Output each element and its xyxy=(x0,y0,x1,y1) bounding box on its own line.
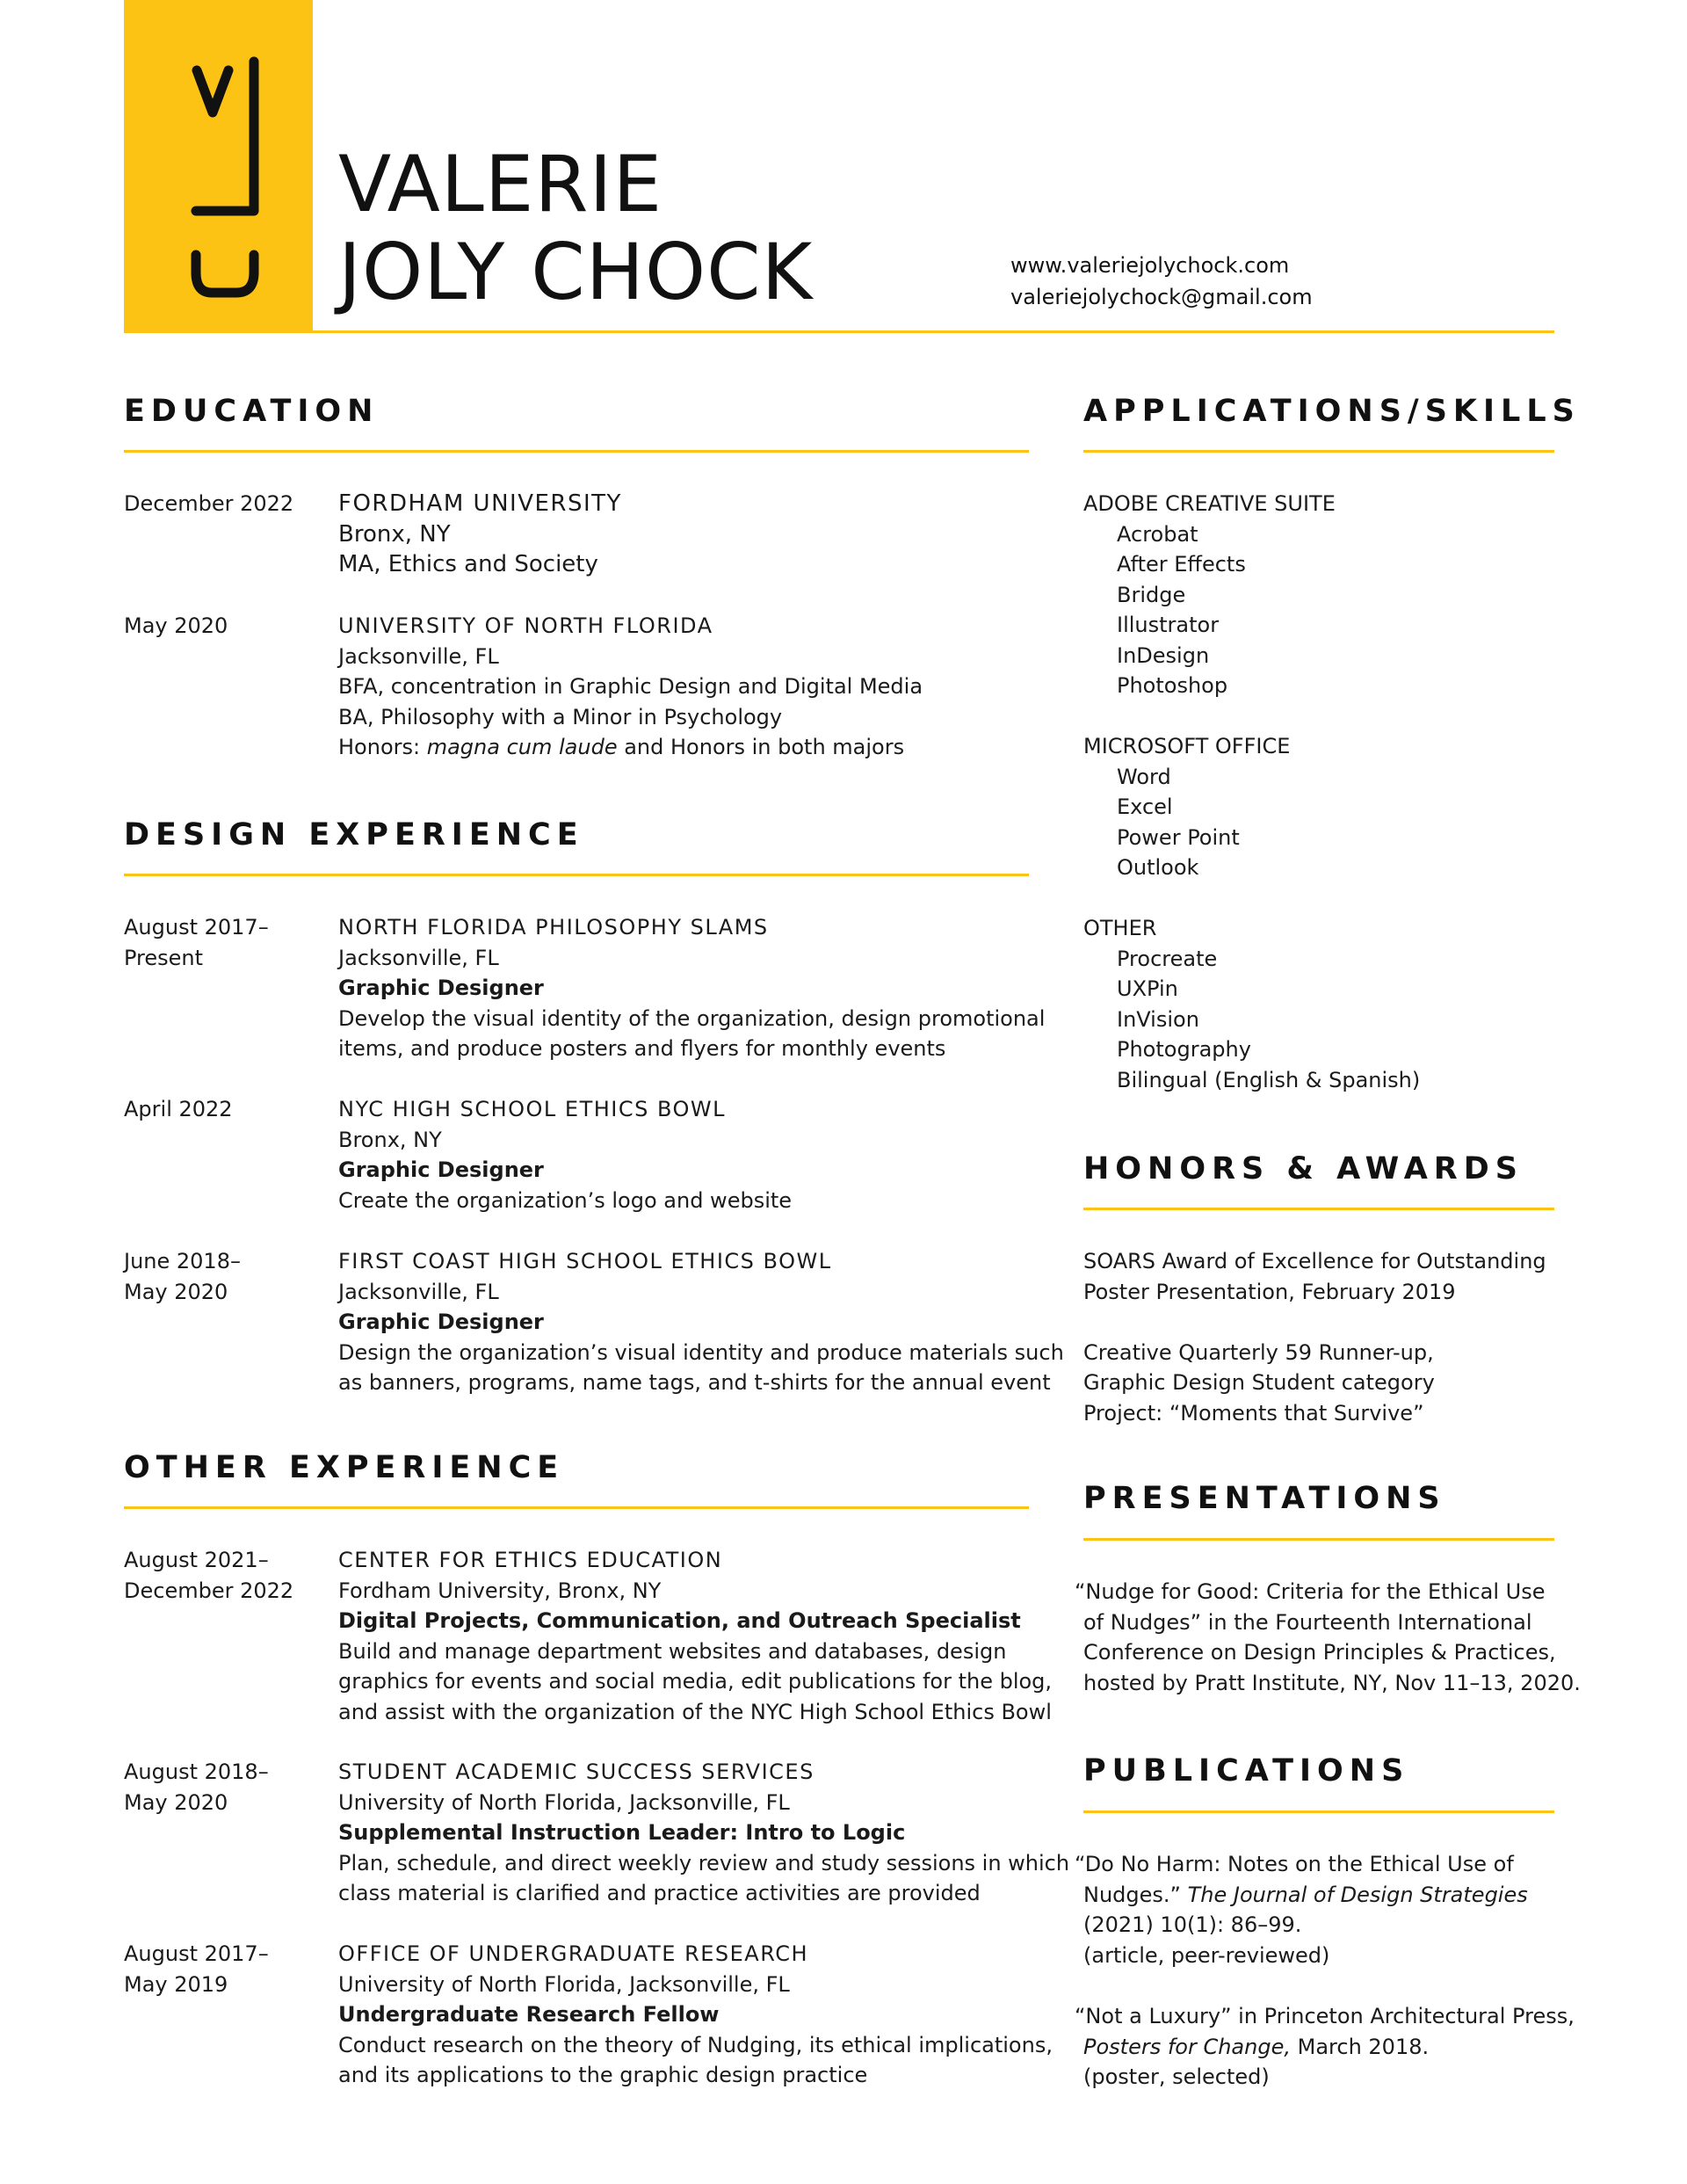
skill-item: Power Point xyxy=(1117,824,1240,850)
award-text: SOARS Award of Excellence for Outstanding xyxy=(1083,1249,1546,1273)
website-link[interactable]: www.valeriejolychock.com xyxy=(1010,253,1290,278)
design-experience-rule xyxy=(124,874,1029,876)
education-degree: BA, Philosophy with a Minor in Psychology xyxy=(338,704,783,729)
skill-item: Outlook xyxy=(1117,855,1199,880)
design-date-2: April 2022 xyxy=(124,1097,233,1121)
skill-item: Bridge xyxy=(1117,582,1186,607)
skill-item: UXPin xyxy=(1117,976,1178,1001)
education-org: FORDHAM UNIVERSITY xyxy=(338,490,622,517)
education-degree: MA, Ethics and Society xyxy=(338,551,598,577)
logo-monogram-icon xyxy=(124,0,313,332)
publication-entry-1: “Do No Harm: Notes on the Ethical Use of Nudges.” The Journal of Design Strategies (2021) 10(1): 86–99. (article, peer-reviewed) xyxy=(1075,1852,1528,1968)
education-date-2: May 2020 xyxy=(124,613,228,638)
other-entry-2 xyxy=(338,1757,1069,1909)
entry-desc: Design the organization’s visual identity and produce materials such xyxy=(338,1339,1064,1365)
skills-list xyxy=(1083,489,1420,1095)
skill-item: Excel xyxy=(1117,795,1173,819)
skill-item: Procreate xyxy=(1117,946,1218,971)
publications-title: PUBLICATIONS xyxy=(1083,1753,1410,1789)
skill-item: Illustrator xyxy=(1117,613,1220,637)
honors-list xyxy=(1083,1246,1546,1428)
skill-category: MICROSOFT OFFICE xyxy=(1083,734,1291,758)
other-date-2: August 2018– May 2020 xyxy=(124,1760,269,1815)
education-entry-2 xyxy=(338,611,923,763)
award-text: Creative Quarterly 59 Runner-up, xyxy=(1083,1339,1434,1365)
entry-role: Graphic Designer xyxy=(338,976,544,1000)
award-text: Project: “Moments that Survive” xyxy=(1083,1400,1424,1426)
other-date-3: August 2017– May 2019 xyxy=(124,1941,269,1997)
skill-category: ADOBE CREATIVE SUITE xyxy=(1083,491,1336,516)
header-rule xyxy=(124,330,1554,333)
education-entry-1 xyxy=(338,489,622,580)
other-experience-title: OTHER EXPERIENCE xyxy=(124,1450,565,1485)
name-last: JOLY CHOCK xyxy=(338,227,814,317)
skill-item: After Effects xyxy=(1117,552,1246,577)
skill-item: InDesign xyxy=(1117,642,1210,668)
honors-rule xyxy=(1083,1208,1554,1210)
skill-item: Word xyxy=(1117,764,1171,789)
entry-desc: and assist with the organization of the NYC High School Ethics Bowl xyxy=(338,1699,1052,1724)
education-rule xyxy=(124,450,1029,453)
name-first: VALERIE xyxy=(338,139,663,229)
email-link[interactable]: valeriejolychock@gmail.com xyxy=(1010,285,1313,309)
publications-rule xyxy=(1083,1810,1554,1813)
entry-location: University of North Florida, Jacksonville, FL xyxy=(338,1789,790,1815)
skill-item: Acrobat xyxy=(1117,521,1198,547)
presentation-entry: “Nudge for Good: Criteria for the Ethical Use of Nudges” in the Fourteenth International Conference on Design Principles & Practices, hosted by Pratt Institute, NY, Nov 11–13, 2020. xyxy=(1075,1579,1581,1695)
other-experience-rule xyxy=(124,1506,1029,1509)
entry-desc: as banners, programs, name tags, and t-shirts for the annual event xyxy=(338,1370,1051,1395)
skills-title: APPLICATIONS/SKILLS xyxy=(1083,394,1581,429)
logo-monogram xyxy=(124,0,313,332)
design-date-3: June 2018– May 2020 xyxy=(124,1249,241,1304)
entry-desc: Conduct research on the theory of Nudging, its ethical implications, xyxy=(338,2032,1053,2057)
entry-desc: graphics for events and social media, edit publications for the blog, xyxy=(338,1669,1053,1694)
entry-org: CENTER FOR ETHICS EDUCATION xyxy=(338,1548,723,1572)
skill-item: Photography xyxy=(1117,1037,1251,1062)
other-entry-1 xyxy=(338,1545,1052,1727)
entry-location: Bronx, NY xyxy=(338,1127,442,1152)
entry-role: Supplemental Instruction Leader: Intro to Logic xyxy=(338,1820,906,1845)
skill-item: Photoshop xyxy=(1117,673,1228,698)
skill-item: Bilingual (English & Spanish) xyxy=(1117,1067,1421,1092)
entry-org: NYC HIGH SCHOOL ETHICS BOWL xyxy=(338,1097,727,1121)
entry-org: STUDENT ACADEMIC SUCCESS SERVICES xyxy=(338,1760,815,1784)
honors-title: HONORS & AWARDS xyxy=(1083,1151,1524,1186)
entry-role: Graphic Designer xyxy=(338,1310,544,1334)
entry-org: FIRST COAST HIGH SCHOOL ETHICS BOWL xyxy=(338,1249,832,1273)
entry-desc: class material is clarified and practice activities are provided xyxy=(338,1881,981,1905)
skill-category: OTHER xyxy=(1083,916,1157,940)
other-entry-3 xyxy=(338,1939,1053,2091)
entry-role: Digital Projects, Communication, and Outreach Specialist xyxy=(338,1608,1021,1633)
entry-org: OFFICE OF UNDERGRADUATE RESEARCH xyxy=(338,1941,809,1966)
entry-location: Jacksonville, FL xyxy=(338,1279,499,1304)
entry-role: Graphic Designer xyxy=(338,1157,544,1182)
presentations-title: PRESENTATIONS xyxy=(1083,1481,1446,1516)
design-entry-2 xyxy=(338,1094,792,1215)
other-date-1: August 2021– December 2022 xyxy=(124,1548,294,1603)
presentations-rule xyxy=(1083,1538,1554,1541)
entry-desc: and its applications to the graphic design practice xyxy=(338,2063,868,2087)
entry-desc: Create the organization’s logo and website xyxy=(338,1187,793,1213)
publication-entry-2: “Not a Luxury” in Princeton Architectural Press, Posters for Change, March 2018. (poster, selected) xyxy=(1075,2004,1575,2089)
entry-desc: Plan, schedule, and direct weekly review and study sessions in which xyxy=(338,1850,1070,1876)
contact-info xyxy=(1010,250,1313,313)
design-entry-1 xyxy=(338,912,1045,1064)
education-location: Jacksonville, FL xyxy=(338,643,499,669)
skill-item: InVision xyxy=(1117,1006,1199,1032)
education-location: Bronx, NY xyxy=(338,520,451,548)
education-org: UNIVERSITY OF NORTH FLORIDA xyxy=(338,613,713,638)
award-text: Graphic Design Student category xyxy=(1083,1370,1435,1395)
entry-desc: items, and produce posters and flyers for monthly events xyxy=(338,1036,946,1061)
entry-location: University of North Florida, Jacksonville, FL xyxy=(338,1971,790,1997)
entry-location: Fordham University, Bronx, NY xyxy=(338,1578,662,1603)
skills-rule xyxy=(1083,450,1554,453)
entry-location: Jacksonville, FL xyxy=(338,945,499,970)
award-text: Poster Presentation, February 2019 xyxy=(1083,1279,1456,1304)
entry-desc: Build and manage department websites and databases, design xyxy=(338,1638,1007,1664)
education-degree: BFA, concentration in Graphic Design and Digital Media xyxy=(338,674,923,699)
design-experience-title: DESIGN EXPERIENCE xyxy=(124,817,584,853)
design-entry-3 xyxy=(338,1246,1064,1398)
education-honors: Honors: magna cum laude and Honors in both majors xyxy=(338,735,905,759)
entry-role: Undergraduate Research Fellow xyxy=(338,2002,720,2027)
education-date-1: December 2022 xyxy=(124,491,294,516)
entry-org: NORTH FLORIDA PHILOSOPHY SLAMS xyxy=(338,915,769,940)
entry-desc: Develop the visual identity of the organization, design promotional xyxy=(338,1005,1046,1031)
design-date-1: August 2017– Present xyxy=(124,915,269,970)
education-title: EDUCATION xyxy=(124,394,380,429)
full-name xyxy=(338,141,813,316)
